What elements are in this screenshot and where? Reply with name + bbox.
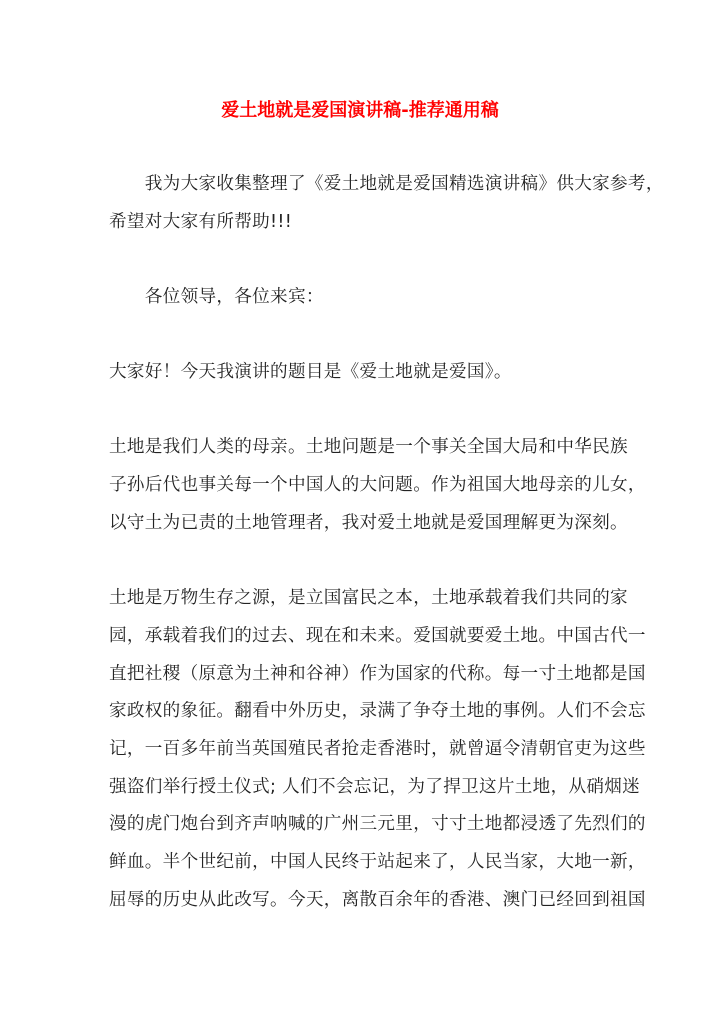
text-line: 强盗们举行授土仪式; 人们不会忘记，为了捍卫这片土地，从硝烟迷 (109, 777, 641, 797)
text-line: 园，承载着我们的过去、现在和未来。爱国就要爱土地。中国古代一 (109, 626, 646, 646)
text-line: 漫的虎门炮台到齐声呐喊的广州三元里，寸寸土地都浸透了先烈们的 (109, 814, 646, 834)
text-line: 直把社稷（原意为土神和谷神）作为国家的代称。每一寸土地都是国 (109, 664, 646, 684)
text-line: 子孙后代也事关每一个中国人的大问题。作为祖国大地母亲的儿女， (109, 475, 646, 495)
text-line: 鲜血。半个世纪前，中国人民终于站起来了，人民当家，大地一新， (109, 852, 646, 872)
text-line: 各位领导，各位来宾： (109, 287, 324, 307)
text-line: 记，一百多年前当英国殖民者抢走香港时，就曾逼令清朝官吏为这些 (109, 739, 646, 759)
text-line: 希望对大家有所帮助!!! (109, 212, 293, 232)
text-line: 我为大家收集整理了《爱土地就是爱国精选演讲稿》供大家参考， (109, 174, 664, 194)
document-title: 爱土地就是爱国演讲稿-推荐通用稿 (221, 100, 499, 121)
text-line: 屈辱的历史从此改写。今天，离散百余年的香港、澳门已经回到祖国 (109, 890, 646, 910)
text-line: 大家好！今天我演讲的题目是《爱土地就是爱国》。 (109, 362, 512, 382)
text-line: 家政权的象征。翻看中外历史，录满了争夺土地的事例。人们不会忘 (109, 701, 646, 721)
text-line: 以守土为已责的土地管理者，我对爱土地就是爱国理解更为深刻。 (109, 513, 628, 533)
text-line: 土地是我们人类的母亲。土地问题是一个事关全国大局和中华民族 (109, 437, 628, 457)
text-line: 土地是万物生存之源，是立国富民之本，土地承载着我们共同的家 (109, 588, 628, 608)
